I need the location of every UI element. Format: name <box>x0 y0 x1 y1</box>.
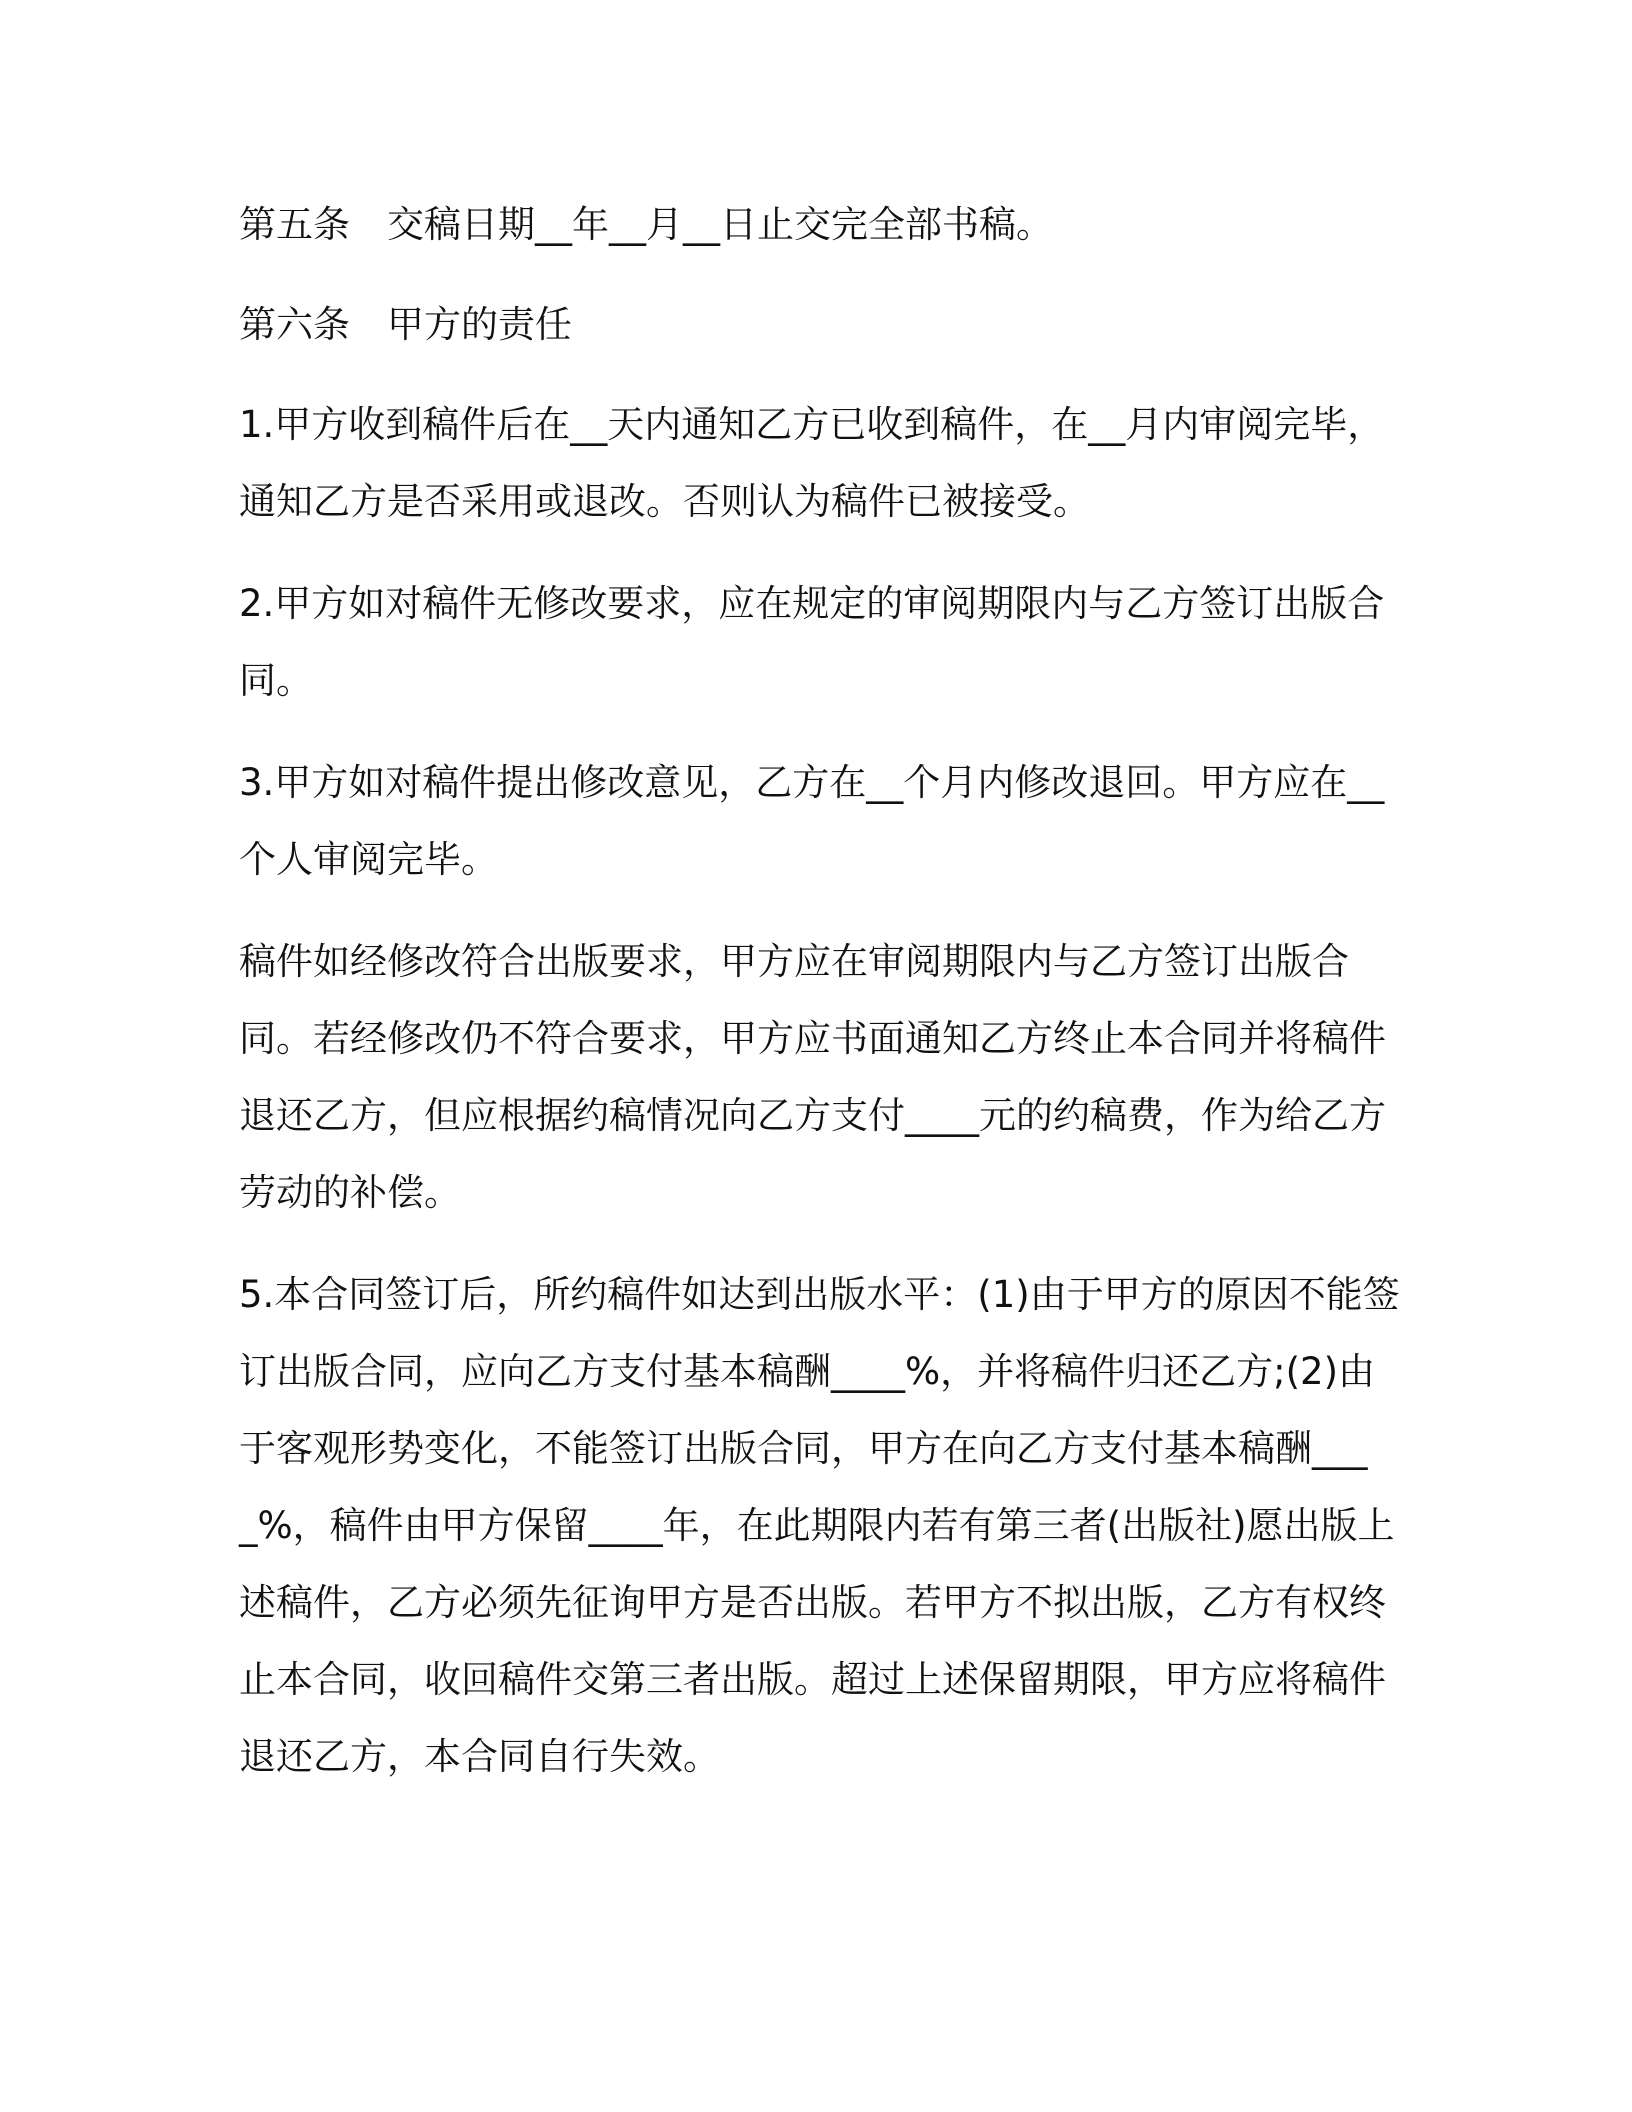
clause-3-revision: 3.甲方如对稿件提出修改意见，乙方在__个月内修改退回。甲方应在__个人审阅完毕。 <box>239 761 1385 881</box>
article-6-heading: 第六条 甲方的责任 <box>239 303 572 346</box>
clause-2-no-revision: 2.甲方如对稿件无修改要求，应在规定的审阅期限内与乙方签订出版合同。 <box>239 582 1385 702</box>
clause-1-review-notice: 1.甲方收到稿件后在__天内通知乙方已收到稿件，在__月内审阅完毕，通知乙方是否采用或退改。否则认为稿件已被接受。 <box>239 403 1385 523</box>
clause-5-publication-level: 5.本合同签订后，所约稿件如达到出版水平：(1)由于甲方的原因不能签订出版合同，应向乙方支付基本稿酬____%，并将稿件归还乙方;(2)由于客观形势变化，不能签订出版合同，甲方在向乙方支付基本稿酬____%，稿件由甲方保留____年，在此期限内若有第三者(出版社)愿出版上述稿件，乙方必须先征询甲方是否出版。若甲方不拟出版，乙方有权终止本合同，收回稿件交第三者出版。超过上述保留期限，甲方应将稿件退还乙方，本合同自行失效。 <box>239 1273 1400 1778</box>
article-5-delivery-date: 第五条 交稿日期__年__月__日止交完全部书稿。 <box>239 203 1053 246</box>
document-body <box>239 186 1401 1820</box>
clause-revision-outcome: 稿件如经修改符合出版要求，甲方应在审阅期限内与乙方签订出版合同。若经修改仍不符合要求，甲方应书面通知乙方终止本合同并将稿件退还乙方，但应根据约稿情况向乙方支付____元的约稿费，作为给乙方劳动的补偿。 <box>239 940 1386 1214</box>
